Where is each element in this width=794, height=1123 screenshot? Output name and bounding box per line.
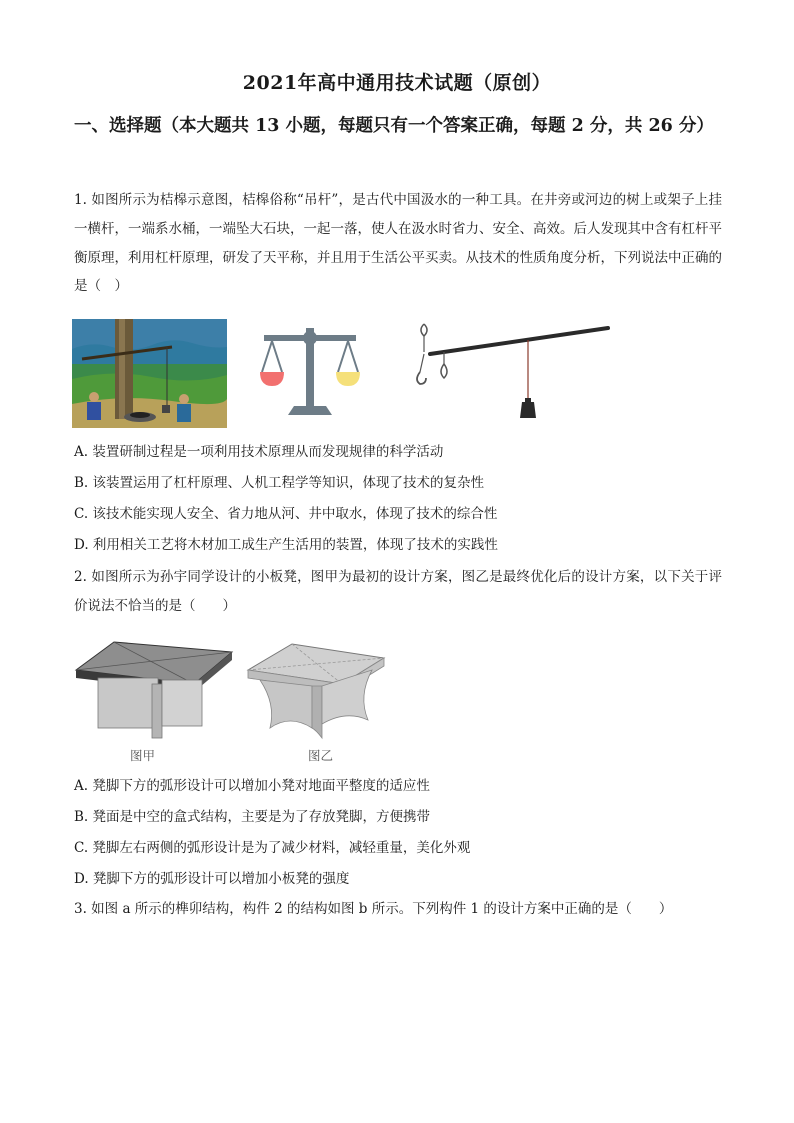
stool-design-a-illustration — [74, 640, 234, 740]
question-1-option-d: D. 利用相关工艺将木材加工成生产生活用的装置，体现了技术的实践性 — [74, 537, 498, 553]
question-1-option-a: A. 装置研制过程是一项利用技术原理从而发现规律的科学活动 — [74, 444, 444, 460]
question-3-stem: 3. 如图 a 所示的榫卯结构，构件 2 的结构如图 b 所示。下列构件 1 的设计方案中正确的是（ ） — [74, 901, 673, 917]
section-heading: 一、选择题（本大题共 13 小题，每题只有一个答案正确，每题 2 分，共 26 分） — [74, 116, 714, 136]
question-1-option-c: C. 该技术能实现人安全、省力地从河、井中取水，体现了技术的综合性 — [74, 506, 498, 522]
balance-scale-illustration — [258, 320, 360, 420]
well-sweep-illustration — [72, 319, 227, 428]
stool-design-b-illustration — [246, 640, 386, 740]
question-2-option-d: D. 凳脚下方的弧形设计可以增加小板凳的强度 — [74, 871, 350, 887]
question-2-stem: 2. 如图所示为孙宇同学设计的小板凳，图甲为最初的设计方案，图乙是最终优化后的设计方案，以下关于评价说法不恰当的是（ ） — [74, 569, 722, 614]
steelyard-illustration — [410, 322, 610, 422]
question-1-option-b: B. 该装置运用了杠杆原理、人机工程学等知识，体现了技术的复杂性 — [74, 475, 485, 491]
figure-caption-a: 图甲 — [130, 748, 156, 763]
question-1-stem: 1. 如图所示为桔槔示意图，桔槔俗称“吊杆”，是古代中国汲水的一种工具。在井旁或河边的树上或架子上挂一横杆，一端系水桶，一端坠大石块，一起一落，使人在汲水时省力、安全、高效。后人发现其中含有杠杆平衡原理，利用杠杆原理，研发了天平称，并且用于生活公平买卖。从技术的性质角度分析，下列说法中正确的是（ ） — [74, 192, 722, 295]
question-2-option-c: C. 凳脚左右两侧的弧形设计是为了减少材料，减轻重量，美化外观 — [74, 840, 471, 856]
page-title: 2021年高中通用技术试题（原创） — [242, 72, 552, 94]
question-2-option-a: A. 凳脚下方的弧形设计可以增加小凳对地面平整度的适应性 — [74, 778, 430, 794]
question-2-option-b: B. 凳面是中空的盒式结构，主要是为了存放凳脚，方便携带 — [74, 809, 431, 825]
figure-caption-b: 图乙 — [308, 748, 334, 763]
